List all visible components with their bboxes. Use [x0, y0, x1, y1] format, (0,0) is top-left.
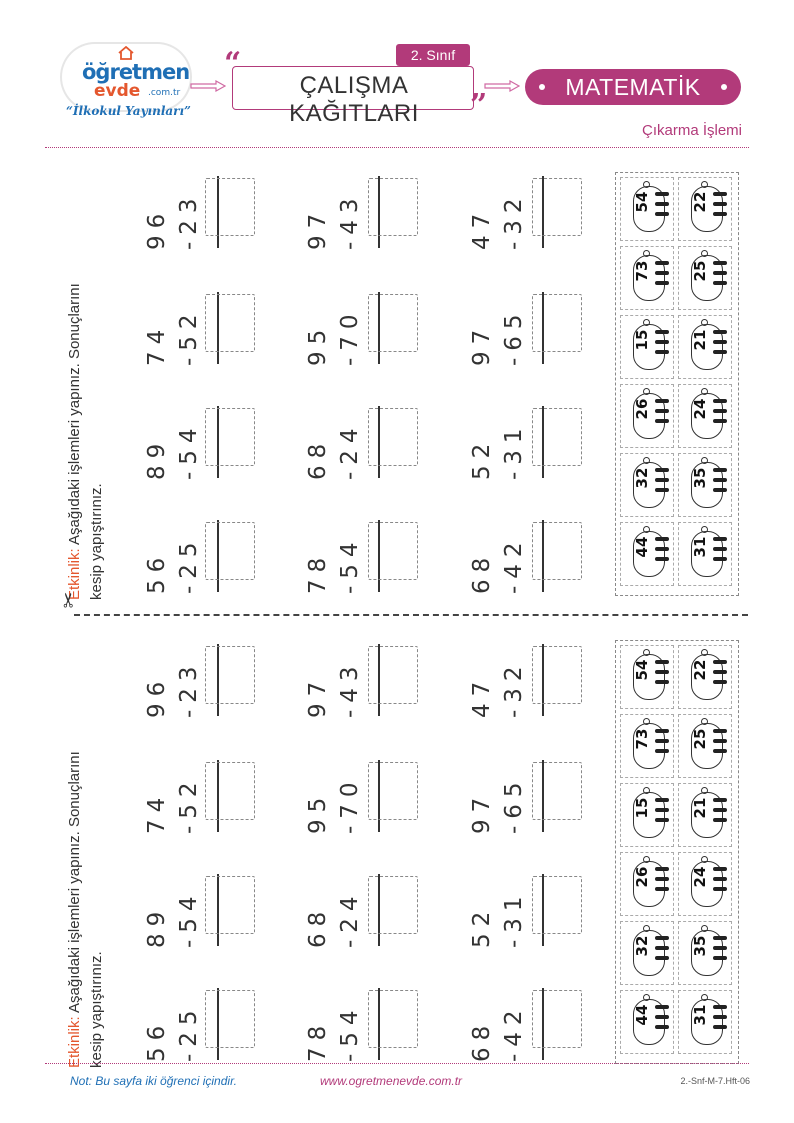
answer-box[interactable] [368, 646, 418, 704]
minuend: 96 [144, 674, 170, 718]
instruction-text: Aşağıdaki işlemleri yapınız. Sonuçlarını [66, 751, 83, 1017]
answer-box[interactable] [368, 522, 418, 580]
minuend: 95 [305, 790, 331, 834]
answer-box[interactable] [532, 990, 582, 1048]
bee-stripe-icon [655, 281, 669, 285]
bee-stripe-icon [655, 660, 669, 664]
answer-box[interactable] [205, 294, 255, 352]
bee-stripe-icon [655, 946, 669, 950]
minuend: 95 [305, 322, 331, 366]
bee-stripe-icon [713, 340, 727, 344]
bee-stripe-icon [713, 680, 727, 684]
bee-stripe-icon [713, 887, 727, 891]
answer-box[interactable] [368, 990, 418, 1048]
sticker[interactable] [620, 246, 674, 310]
bee-stripe-icon [713, 946, 727, 950]
bee-stripe-icon [713, 936, 727, 940]
subject-label: MATEMATİK [565, 74, 701, 100]
sticker[interactable] [678, 315, 732, 379]
cut-line [74, 614, 748, 616]
bullet-icon [539, 84, 545, 90]
subtrahend: -54 [337, 535, 363, 594]
minuend: 68 [305, 436, 331, 480]
subtrahend: -25 [176, 1003, 202, 1062]
sticker[interactable] [620, 384, 674, 448]
sticker[interactable] [620, 852, 674, 916]
sticker-value: 21 [691, 797, 709, 819]
sticker[interactable] [678, 921, 732, 985]
sticker[interactable] [678, 453, 732, 517]
bee-stripe-icon [713, 281, 727, 285]
bee-stripe-icon [713, 419, 727, 423]
subtrahend: -23 [176, 659, 202, 718]
sticker-value: 54 [633, 191, 651, 213]
sticker-value: 25 [691, 728, 709, 750]
bee-stripe-icon [655, 729, 669, 733]
subtrahend: -32 [501, 659, 527, 718]
sticker-value: 24 [691, 866, 709, 888]
sticker-value: 31 [691, 1004, 709, 1026]
answer-box[interactable] [205, 876, 255, 934]
minuend: 56 [144, 550, 170, 594]
bee-stripe-icon [713, 749, 727, 753]
subtrahend: -52 [176, 307, 202, 366]
bee-stripe-icon [713, 877, 727, 881]
minuend: 97 [469, 322, 495, 366]
sticker-value: 54 [633, 659, 651, 681]
subtrahend: -65 [501, 307, 527, 366]
bee-stripe-icon [713, 271, 727, 275]
bee-stripe-icon [655, 808, 669, 812]
bee-stripe-icon [655, 212, 669, 216]
bee-stripe-icon [655, 478, 669, 482]
publisher-logo [62, 44, 190, 132]
subtrahend: -24 [337, 421, 363, 480]
sticker[interactable] [678, 990, 732, 1054]
sticker[interactable] [620, 645, 674, 709]
bee-stripe-icon [713, 212, 727, 216]
sticker[interactable] [678, 852, 732, 916]
sticker[interactable] [678, 177, 732, 241]
bee-stripe-icon [713, 478, 727, 482]
sticker-value: 32 [633, 467, 651, 489]
bee-stripe-icon [713, 1015, 727, 1019]
sticker[interactable] [678, 384, 732, 448]
subtrahend: -52 [176, 775, 202, 834]
bee-stripe-icon [655, 877, 669, 881]
answer-box[interactable] [532, 876, 582, 934]
bee-stripe-icon [713, 409, 727, 413]
subtrahend: -54 [337, 1003, 363, 1062]
sticker-value: 22 [691, 659, 709, 681]
minuend: 97 [305, 674, 331, 718]
answer-box[interactable] [532, 646, 582, 704]
answer-box[interactable] [368, 408, 418, 466]
minuend: 74 [144, 322, 170, 366]
answer-box[interactable] [532, 178, 582, 236]
subject-badge [525, 69, 741, 105]
answer-box[interactable] [532, 522, 582, 580]
bee-stripe-icon [655, 192, 669, 196]
bee-stripe-icon [713, 537, 727, 541]
arrow-right-icon [190, 80, 226, 92]
bottom-divider [45, 1063, 749, 1064]
bee-stripe-icon [655, 399, 669, 403]
house-icon [118, 46, 134, 60]
arrow-right-icon [484, 80, 520, 92]
sticker-value: 24 [691, 398, 709, 420]
sticker-value: 73 [633, 260, 651, 282]
minuend: 68 [469, 550, 495, 594]
page-title: ÇALIŞMA KAĞITLARI [289, 72, 419, 127]
bee-stripe-icon [655, 419, 669, 423]
grade-badge: 2. Sınıf [396, 44, 470, 66]
minuend: 97 [469, 790, 495, 834]
scissors-icon: ✂ [56, 591, 81, 609]
bee-stripe-icon [713, 956, 727, 960]
bee-stripe-icon [655, 936, 669, 940]
bee-stripe-icon [655, 798, 669, 802]
bee-stripe-icon [655, 547, 669, 551]
subtrahend: -43 [337, 659, 363, 718]
subtrahend: -65 [501, 775, 527, 834]
bee-stripe-icon [713, 670, 727, 674]
sticker[interactable] [678, 246, 732, 310]
answer-box[interactable] [368, 762, 418, 820]
instruction-label: Etkinlik: [66, 548, 83, 600]
subtrahend: -70 [337, 775, 363, 834]
answer-box[interactable] [368, 294, 418, 352]
sticker-value: 15 [633, 797, 651, 819]
bee-stripe-icon [655, 887, 669, 891]
bee-stripe-icon [655, 202, 669, 206]
minuend: 89 [144, 904, 170, 948]
bee-stripe-icon [713, 818, 727, 822]
bee-stripe-icon [655, 1005, 669, 1009]
bee-stripe-icon [655, 261, 669, 265]
answer-box[interactable] [205, 762, 255, 820]
bee-stripe-icon [655, 409, 669, 413]
sticker-panel [615, 172, 739, 596]
bee-stripe-icon [713, 350, 727, 354]
sticker-value: 35 [691, 935, 709, 957]
subtrahend: -32 [501, 191, 527, 250]
instruction-text: Aşağıdaki işlemleri yapınız. Sonuçlarını [66, 283, 83, 549]
answer-box[interactable] [532, 294, 582, 352]
sticker-value: 22 [691, 191, 709, 213]
sticker-value: 31 [691, 536, 709, 558]
bee-stripe-icon [655, 350, 669, 354]
minuend: 96 [144, 206, 170, 250]
minuend: 52 [469, 904, 495, 948]
sticker[interactable] [620, 714, 674, 778]
minuend: 68 [305, 904, 331, 948]
instruction-line [66, 283, 83, 600]
minuend: 78 [305, 1018, 331, 1062]
bee-stripe-icon [655, 340, 669, 344]
sticker[interactable] [678, 645, 732, 709]
bee-stripe-icon [655, 739, 669, 743]
instruction-line-2: kesip yapıştırınız. [88, 951, 105, 1068]
sticker[interactable] [620, 921, 674, 985]
footer-code: 2.-Snf-M-7.Hft-06 [680, 1076, 750, 1086]
subtrahend: -31 [501, 421, 527, 480]
subtrahend: -24 [337, 889, 363, 948]
sticker[interactable] [678, 714, 732, 778]
subtrahend: -54 [176, 889, 202, 948]
sticker[interactable] [678, 783, 732, 847]
subtrahend: -23 [176, 191, 202, 250]
subtrahend: -43 [337, 191, 363, 250]
bee-stripe-icon [655, 271, 669, 275]
sticker-value: 26 [633, 866, 651, 888]
logo-name-evde: evde [94, 81, 141, 101]
footer-url[interactable]: www.ogretmenevde.com.tr [320, 1074, 463, 1088]
subtrahend: -42 [501, 1003, 527, 1062]
bee-stripe-icon [655, 749, 669, 753]
bee-stripe-icon [713, 468, 727, 472]
sticker-value: 44 [633, 536, 651, 558]
footer-note: Not: Bu sayfa iki öğrenci içindir. [70, 1074, 237, 1088]
instruction-line-2: kesip yapıştırınız. [88, 483, 105, 600]
sticker-panel [615, 640, 739, 1064]
sticker[interactable] [620, 453, 674, 517]
minuend: 68 [469, 1018, 495, 1062]
bee-stripe-icon [713, 202, 727, 206]
bee-stripe-icon [713, 739, 727, 743]
sticker-value: 25 [691, 260, 709, 282]
subtrahend: -54 [176, 421, 202, 480]
answer-box[interactable] [205, 990, 255, 1048]
logo-subtitle: “İlkokul Yayınları” [66, 104, 191, 118]
bee-stripe-icon [713, 1005, 727, 1009]
bee-stripe-icon [713, 808, 727, 812]
bee-stripe-icon [713, 557, 727, 561]
bee-stripe-icon [655, 867, 669, 871]
topic-label: Çıkarma İşlemi [641, 122, 742, 139]
top-divider [45, 147, 749, 148]
sticker[interactable] [620, 783, 674, 847]
subtrahend: -70 [337, 307, 363, 366]
minuend: 56 [144, 1018, 170, 1062]
bee-stripe-icon [655, 670, 669, 674]
instruction-line [66, 751, 83, 1068]
minuend: 89 [144, 436, 170, 480]
subtrahend: -42 [501, 535, 527, 594]
sticker[interactable] [620, 315, 674, 379]
bee-stripe-icon [713, 798, 727, 802]
answer-box[interactable] [205, 178, 255, 236]
quote-open: “ [224, 46, 242, 81]
bee-stripe-icon [655, 1015, 669, 1019]
sticker-value: 44 [633, 1004, 651, 1026]
bee-stripe-icon [713, 729, 727, 733]
subtrahend: -25 [176, 535, 202, 594]
bee-stripe-icon [713, 192, 727, 196]
bee-stripe-icon [713, 261, 727, 265]
minuend: 97 [305, 206, 331, 250]
minuend: 78 [305, 550, 331, 594]
bee-stripe-icon [713, 330, 727, 334]
bee-stripe-icon [655, 818, 669, 822]
minuend: 47 [469, 674, 495, 718]
bee-stripe-icon [713, 399, 727, 403]
sticker-value: 21 [691, 329, 709, 351]
minuend: 47 [469, 206, 495, 250]
bee-stripe-icon [713, 488, 727, 492]
sticker-value: 15 [633, 329, 651, 351]
bee-stripe-icon [655, 956, 669, 960]
answer-box[interactable] [532, 762, 582, 820]
bee-stripe-icon [655, 330, 669, 334]
answer-box[interactable] [368, 876, 418, 934]
minuend: 74 [144, 790, 170, 834]
bee-stripe-icon [655, 468, 669, 472]
logo-name: öğretmen [82, 60, 190, 84]
subtrahend: -31 [501, 889, 527, 948]
sticker-value: 35 [691, 467, 709, 489]
sticker-value: 73 [633, 728, 651, 750]
sticker[interactable] [620, 177, 674, 241]
answer-box[interactable] [368, 178, 418, 236]
answer-box[interactable] [205, 646, 255, 704]
bee-stripe-icon [655, 537, 669, 541]
answer-box[interactable] [532, 408, 582, 466]
instruction-label: Etkinlik: [66, 1016, 83, 1068]
bee-stripe-icon [655, 557, 669, 561]
bee-stripe-icon [655, 1025, 669, 1029]
sticker-value: 26 [633, 398, 651, 420]
bee-stripe-icon [713, 547, 727, 551]
sticker-value: 32 [633, 935, 651, 957]
logo-tld: .com.tr [148, 88, 181, 98]
bee-stripe-icon [713, 660, 727, 664]
sticker[interactable] [620, 990, 674, 1054]
answer-box[interactable] [205, 522, 255, 580]
bee-stripe-icon [655, 680, 669, 684]
bee-stripe-icon [713, 867, 727, 871]
bee-stripe-icon [655, 488, 669, 492]
quote-close: ” [470, 88, 488, 123]
sticker[interactable] [678, 522, 732, 586]
minuend: 52 [469, 436, 495, 480]
bee-stripe-icon [713, 1025, 727, 1029]
sticker[interactable] [620, 522, 674, 586]
bullet-icon [721, 84, 727, 90]
answer-box[interactable] [205, 408, 255, 466]
